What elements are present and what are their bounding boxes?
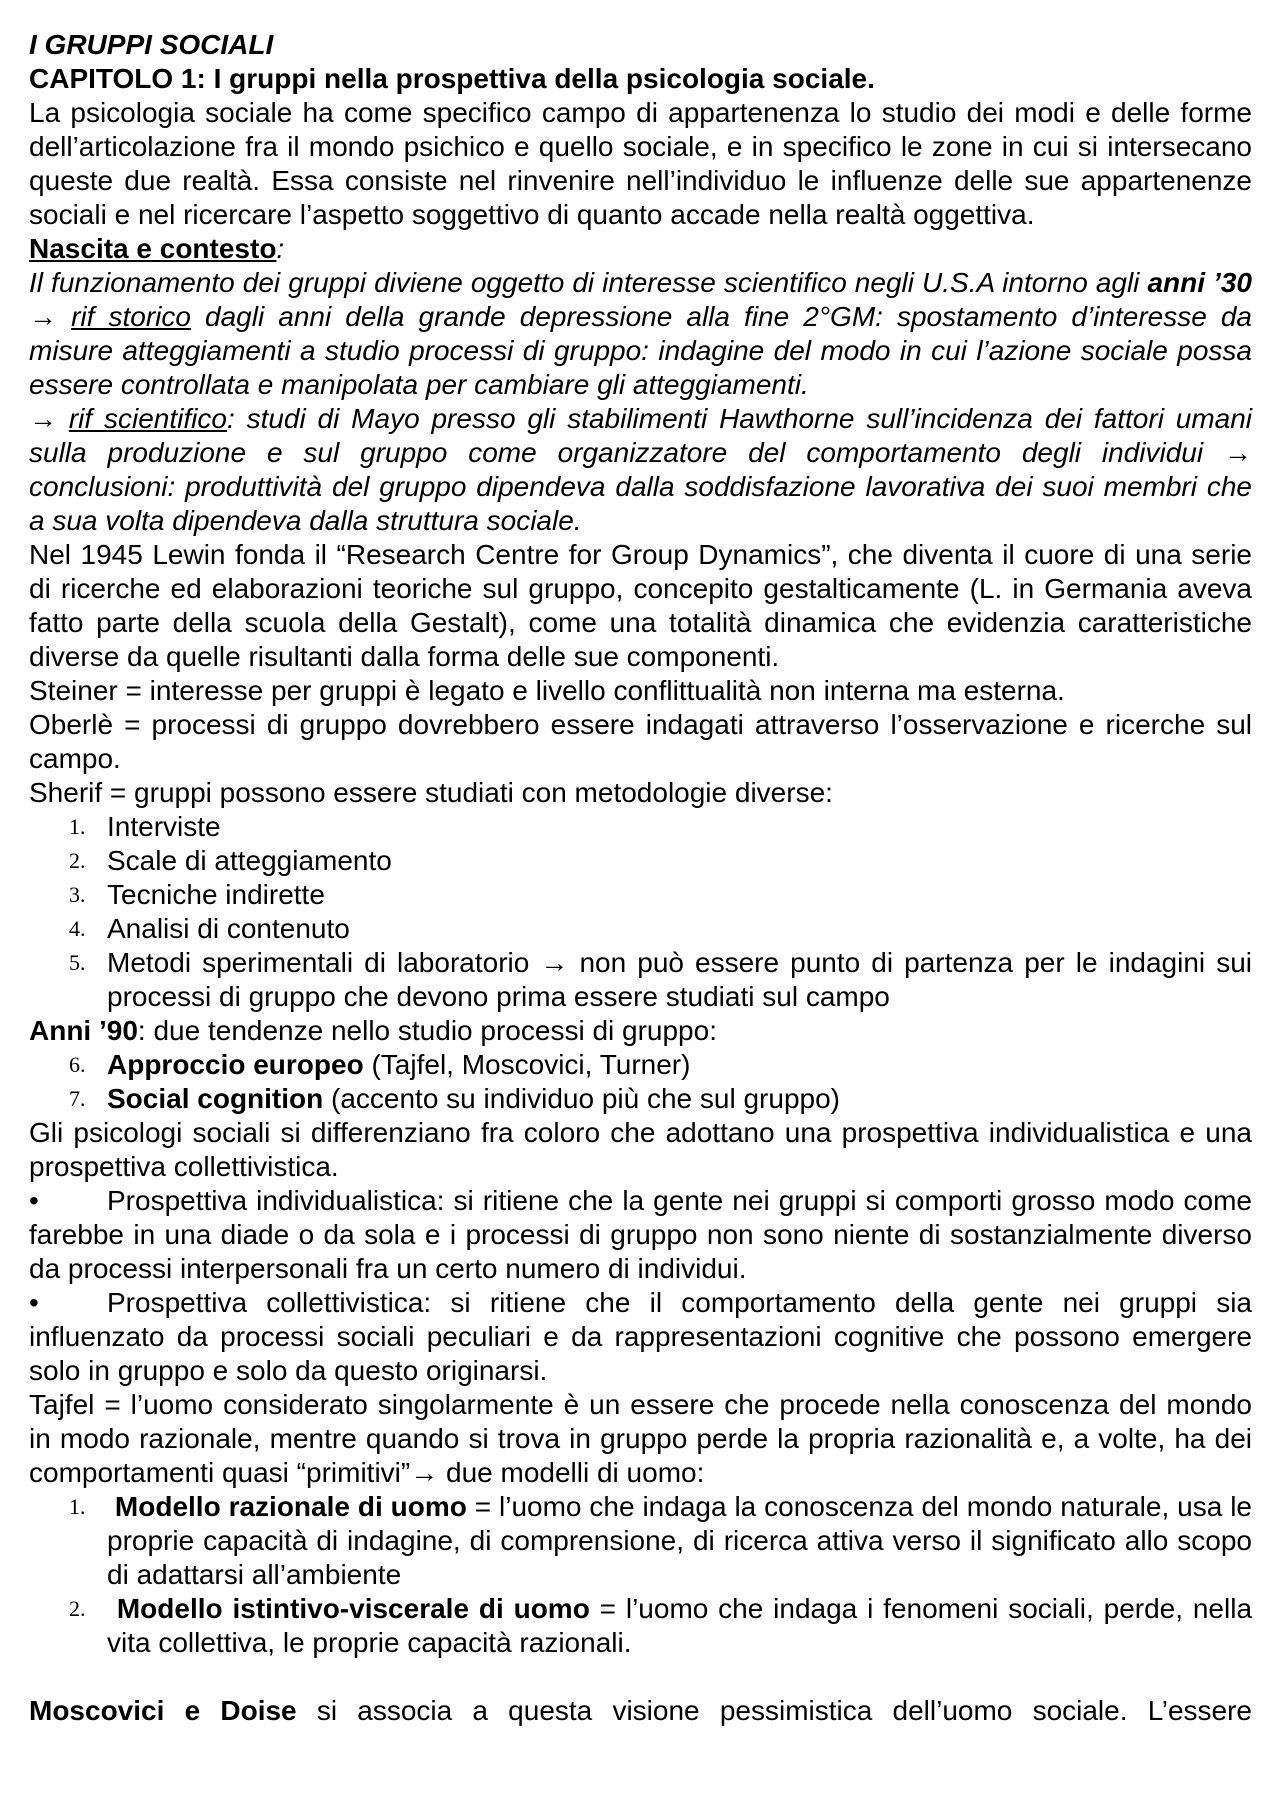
list-item xyxy=(69,1048,1252,1082)
list-item xyxy=(69,1592,1253,1660)
list-number: 3. xyxy=(69,882,86,907)
modelli-list xyxy=(29,1490,1252,1660)
nascita-p1-bold: anni ’30 xyxy=(1147,267,1252,298)
methods-list xyxy=(29,810,1252,1014)
moscovici-rest: si associa a questa visione pessimistica dell’uomo sociale. L’essere xyxy=(296,1695,1253,1726)
moscovici-bold: Moscovici e Doise xyxy=(29,1695,297,1726)
list-item-text: Scale di atteggiamento xyxy=(107,845,392,876)
list-item xyxy=(69,912,1252,946)
list-number: 2. xyxy=(69,1596,86,1621)
list-number: 5. xyxy=(69,950,86,975)
nascita-p2-b: : studi di Mayo presso gli stabilimenti Hawthorne sull’incidenza dei fattori umani sulla produzione e sul gruppo come organizzatore del comportamento degli individui → conclusioni: produttività del gruppo dipendeva dalla soddisfazione lavorativa dei suoi membri che a sua volta dipendeva dalla struttura sociale. xyxy=(29,403,1253,536)
list-item xyxy=(69,946,1252,1014)
steiner-paragraph: Steiner = interesse per gruppi è legato e livello conflittualità non interna ma esterna. xyxy=(29,675,1065,706)
bullet-text: Prospettiva collettivistica: si ritiene che il comportamento della gente nei gruppi sia influenzato da processi sociali peculiari e da rappresentazioni cognitive che possono emergere solo in gruppo e solo da questo originarsi. xyxy=(29,1287,1252,1386)
bullet-dot: • xyxy=(29,1287,39,1318)
sherif-paragraph: Sherif = gruppi possono essere studiati con metodologie diverse: xyxy=(29,777,833,808)
nascita-p1-a: Il funzionamento dei gruppi diviene oggetto di interesse scientifico negli U.S.A intorno agli xyxy=(29,267,1148,298)
list-item-text: Tecniche indirette xyxy=(107,879,325,910)
lewin-paragraph: Nel 1945 Lewin fonda il “Research Centre for Group Dynamics”, che diventa il cuore di una serie di ricerche ed elaborazioni teoriche sul gruppo, concepito gestalticamente (L. in Germania aveva fatto parte della scuola della Gestalt), come una totalità dinamica che evidenzia caratteristiche diverse da quelle risultanti dalla forma delle sue componenti. xyxy=(29,539,1252,672)
list-item xyxy=(69,810,1252,844)
list-item-text: (accento su individuo più che sul gruppo) xyxy=(323,1083,840,1114)
list-item-bold: Modello razionale di uomo xyxy=(114,1491,467,1522)
nascita-heading-text: Nascita e contesto xyxy=(29,233,277,264)
tendenze-list xyxy=(29,1048,1252,1116)
section-heading-nascita xyxy=(29,232,1252,266)
list-number: 1. xyxy=(69,814,86,839)
nascita-heading-colon: : xyxy=(276,233,285,264)
list-item-text: Metodi sperimentali di laboratorio → non può essere punto di partenza per le indagini sui processi di gruppo che devono prima essere studiati sul campo xyxy=(107,947,1252,1012)
list-item xyxy=(69,844,1252,878)
nascita-paragraph-scientifico xyxy=(29,402,1252,538)
list-item xyxy=(69,1082,1252,1116)
list-item-text: (Tajfel, Moscovici, Turner) xyxy=(363,1049,691,1080)
list-number: 7. xyxy=(69,1086,86,1111)
oberle-paragraph: Oberlè = processi di gruppo dovrebbero essere indagati attraverso l’osservazione e ricerche sul campo. xyxy=(29,709,1252,774)
list-number: 6. xyxy=(69,1052,86,1077)
list-item-bold: Approccio europeo xyxy=(107,1049,364,1080)
intro-paragraph: La psicologia sociale ha come specifico campo di appartenenza lo studio dei modi e delle forme dell’articolazione fra il mondo psichico e quello sociale, e in specifico le zone in cui si intersecano queste due realtà. Essa consiste nel rinvenire nell’individuo le influenze delle sue appartenenze sociali e nel ricercare l’aspetto soggettivo di quanto accade nella realtà oggettiva. xyxy=(29,97,1252,230)
bullet-individualistica xyxy=(29,1184,1252,1286)
list-item-bold: Social cognition xyxy=(107,1083,324,1114)
anni90-rest: : due tendenze nello studio processi di gruppo: xyxy=(137,1015,717,1046)
nascita-p1-arrow: → xyxy=(29,301,72,332)
anni90-bold: Anni ’90 xyxy=(29,1015,138,1046)
bullet-text: Prospettiva individualistica: si ritiene che la gente nei gruppi si comporti grosso modo come farebbe in una diade o da sola e i processi di gruppo non sono niente di sostanzialmente diverso da processi interpersonali fra un certo numero di individui. xyxy=(29,1185,1252,1284)
document-title: I GRUPPI SOCIALI xyxy=(29,29,274,60)
list-number: 2. xyxy=(69,848,86,873)
anni90-paragraph xyxy=(29,1014,1252,1048)
rif-storico-link: rif storico xyxy=(71,301,191,332)
list-number: 4. xyxy=(69,916,86,941)
bullet-dot: • xyxy=(29,1185,39,1216)
paragraph-gap xyxy=(29,1660,1252,1694)
moscovici-paragraph xyxy=(29,1694,1252,1728)
rif-scientifico-link: rif scientifico xyxy=(68,403,227,434)
list-item-bold: Modello istintivo-viscerale di uomo xyxy=(116,1593,590,1624)
list-item xyxy=(69,878,1252,912)
list-item-text: = l’uomo che indaga la conoscenza del mondo naturale, usa le proprie capacità di indagine, di comprensione, di ricerca attiva verso il significato allo scopo di adattarsi all’ambiente xyxy=(107,1491,1252,1590)
tajfel-paragraph: Tajfel = l’uomo considerato singolarmente è un essere che procede nella conoscenza del mondo in modo razionale, mentre quando si trova in gruppo perde la propria razionalità e, a volte, ha dei comportamenti quasi “primitivi”→ due modelli di uomo: xyxy=(29,1389,1252,1488)
bullet-collettivistica xyxy=(29,1286,1252,1388)
list-number: 1. xyxy=(69,1494,86,1519)
list-item-text: Analisi di contenuto xyxy=(107,913,350,944)
list-item-text: Interviste xyxy=(107,811,221,842)
nascita-p1-b: dagli anni della grande depressione alla fine 2°GM: spostamento d’interesse da misure atteggiamenti a studio processi di gruppo: indagine del modo in cui l’azione sociale possa essere controllata e manipolata per cambiare gli atteggiamenti. xyxy=(29,301,1253,400)
nascita-paragraph-storico xyxy=(29,266,1252,402)
psicologi-paragraph: Gli psicologi sociali si differenziano fra coloro che adottano una prospettiva individualistica e una prospettiva collettivistica. xyxy=(29,1117,1252,1182)
nascita-p2-arrow: → xyxy=(29,403,69,434)
chapter-heading: CAPITOLO 1: I gruppi nella prospettiva della psicologia sociale. xyxy=(29,63,875,94)
list-item xyxy=(69,1490,1252,1592)
list-item-text: = l’uomo che indaga i fenomeni sociali, perde, nella vita collettiva, le proprie capacità razionali. xyxy=(107,1593,1253,1658)
